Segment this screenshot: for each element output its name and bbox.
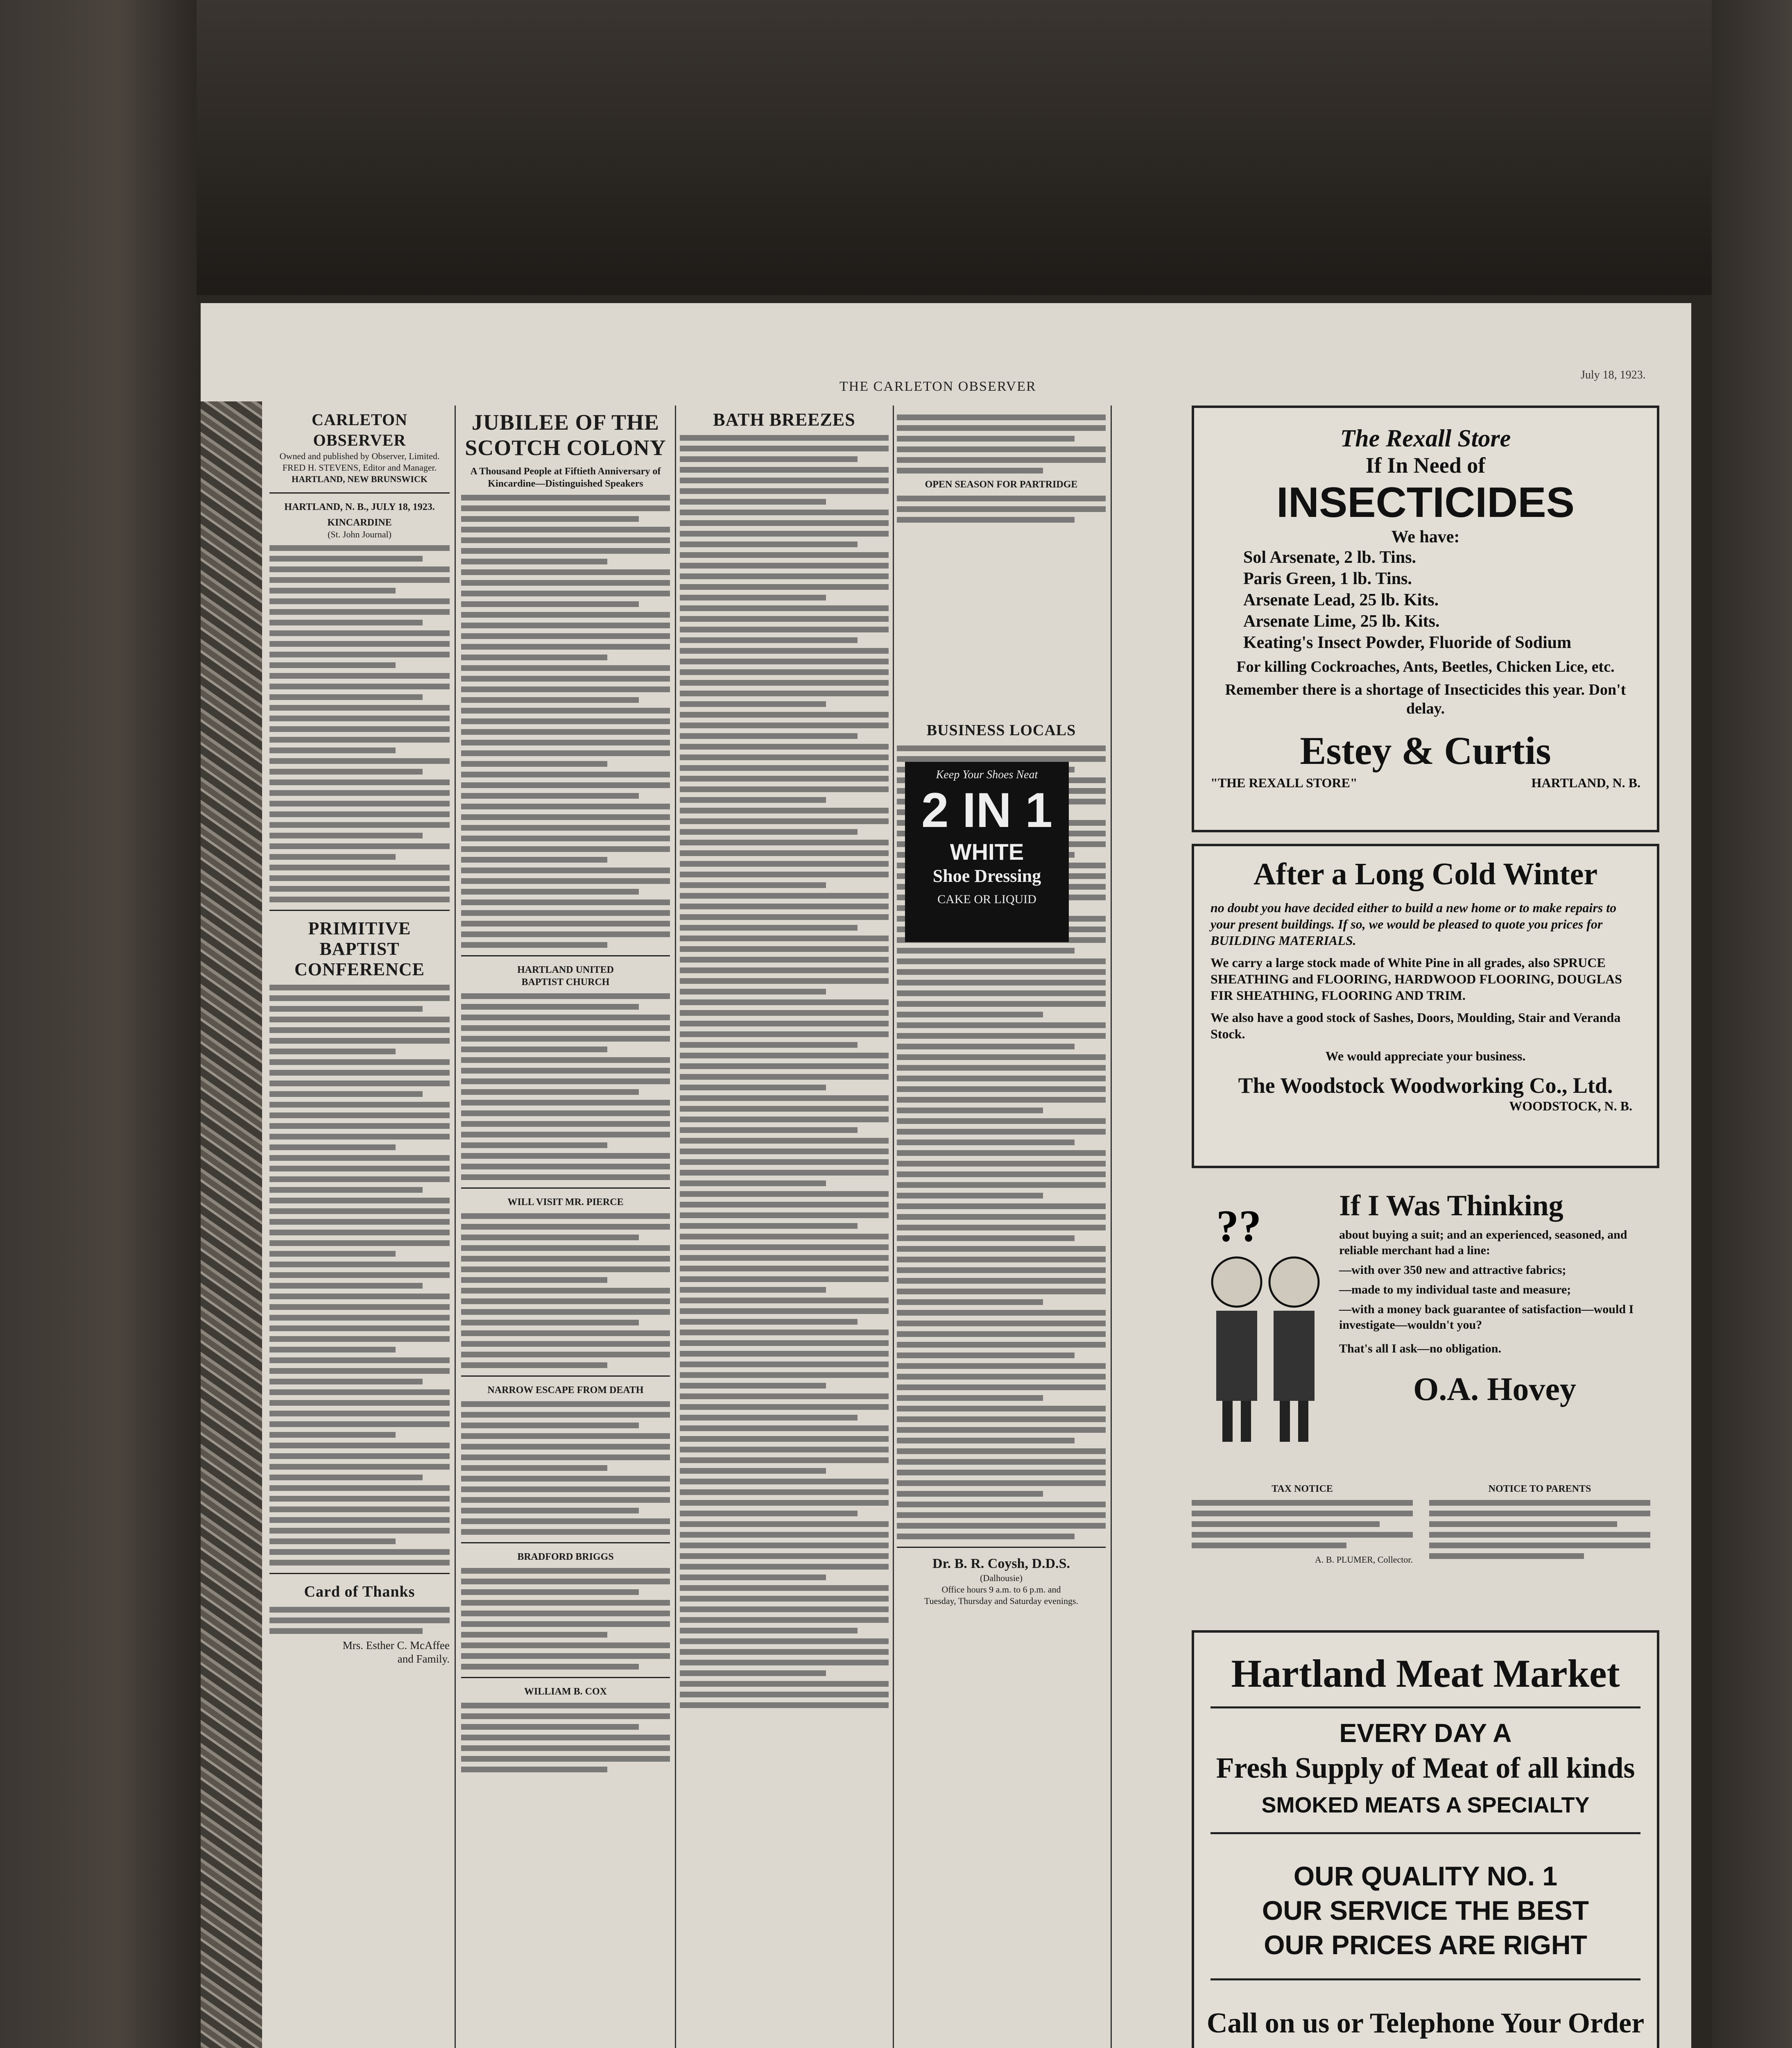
article-title: BATH BREEZES [713,410,855,430]
running-date: July 18, 1923. [1581,369,1646,381]
rexall-insecticides-ad [1192,406,1659,832]
article-title: OPEN SEASON FOR PARTRIDGE [925,479,1078,490]
column-rule [893,406,894,2048]
article-title: JUBILEE OF THE [471,410,660,435]
article-title: Card of Thanks [304,1583,415,1600]
hovey-line: —made to my individual taste and measure; [1339,1283,1571,1296]
dentist-hours: Office hours 9 a.m. to 6 p.m. and [941,1584,1061,1595]
rexall-item: Arsenate Lime, 25 lb. Kits. [1243,612,1440,631]
article-subhead: A Thousand People at Fiftieth Anniversary of Kincardine—Distinguished Speakers [470,466,661,489]
woodworking-ad [1192,844,1659,1168]
thinking-men-illustration [1200,1204,1331,1450]
woodworking-town: WOODSTOCK, N. B. [1509,1099,1632,1113]
article-title: BRADFORD BRIGGS [517,1552,614,1562]
rexall-headline: INSECTICIDES [1276,479,1575,526]
article-body-placeholder [269,545,450,902]
photo-background-top [0,0,1792,295]
rexall-we-have: We have: [1391,528,1460,546]
woodworking-body: We also have a good stock of Sashes, Doors, Moulding, Stair and Veranda Stock. [1211,1010,1621,1041]
article-body-placeholder [897,415,1106,473]
running-head: THE CARLETON OBSERVER [839,379,1036,394]
marbled-binding [201,401,262,2048]
signature: and Family. [397,1653,450,1665]
column-1 [269,410,450,1666]
notices [1192,1483,1654,1606]
masthead-dateline: HARTLAND, N. B., JULY 18, 1923. [284,502,435,512]
meat-title: Hartland Meat Market [1231,1652,1620,1695]
meat-smoked: SMOKED MEATS A SPECIALTY [1261,1793,1590,1817]
rexall-item: Arsenate Lead, 25 lb. Kits. [1243,591,1439,609]
woodworking-body: no doubt you have decided either to build a new home or to make repairs to your present buildings. If so, we would be pleased to quote you prices for BUILDING MATERIALS. [1211,900,1617,948]
meat-service: OUR SERVICE THE BEST [1262,1895,1589,1926]
column-rule [1111,406,1112,2048]
signature: A. B. PLUMER, Collector. [1315,1554,1413,1565]
photo-background-left [0,0,197,2048]
rexall-item: Keating's Insect Powder, Fluoride of Sodium [1243,633,1572,652]
meat-fresh: Fresh Supply of Meat of all kinds [1216,1751,1635,1784]
shoe-line3: CAKE OR LIQUID [937,893,1036,906]
article-title: BUSINESS LOCALS [926,722,1076,739]
hovey-ad [1192,1180,1654,1475]
article-title: SCOTCH COLONY [465,435,666,460]
dentist-name: Dr. B. R. Coysh, D.D.S. [932,1556,1070,1571]
article-title: BAPTIST CHURCH [521,977,610,988]
svg-text:??: ?? [1216,1204,1261,1251]
hovey-line: —with a money back guarantee of satisfaction—would I investigate—wouldn't you? [1339,1303,1634,1332]
shoe-big: 2 IN 1 [921,783,1053,838]
article-body-placeholder [680,435,889,1708]
shoe-dressing-ad [905,762,1069,942]
article-body-placeholder [269,985,450,1565]
column-4 [897,410,1106,1607]
article-body-placeholder [461,1213,670,1368]
meat-market-ad [1192,1630,1659,2048]
column-3 [680,410,889,1713]
article-body-placeholder [461,1568,670,1670]
rexall-remember: Remember there is a shortage of Insecticides this year. Don't delay. [1225,681,1626,717]
rexall-firm-town: HARTLAND, N. B. [1531,775,1640,790]
rexall-items [1243,547,1657,653]
article-title: PRIMITIVE BAPTIST [308,918,411,959]
article-title: WILL VISIT MR. PIERCE [507,1197,624,1208]
column-rule [455,406,456,2048]
photo-background-right [1712,0,1792,2048]
meat-prices: OUR PRICES ARE RIGHT [1264,1930,1587,1960]
newspaper-page [201,303,1691,2048]
woodworking-headline: After a Long Cold Winter [1253,857,1598,891]
rexall-store: The Rexall Store [1340,425,1511,452]
rexall-lead: If In Need of [1365,453,1486,478]
woodworking-firm: The Woodstock Woodworking Co., Ltd. [1238,1073,1613,1098]
hovey-line: about buying a suit; and an experienced, seasoned, and reliable merchant had a line: [1339,1228,1627,1257]
woodworking-body: We would appreciate your business. [1325,1049,1526,1063]
hovey-firm: O.A. Hovey [1413,1371,1576,1407]
article-title: NOTICE TO PARENTS [1488,1484,1591,1494]
column-rule [675,406,676,2048]
article-body-placeholder [461,495,670,948]
article-body-placeholder [461,1401,670,1535]
masthead-line: FRED H. STEVENS, Editor and Manager. [282,462,437,473]
article-body-placeholder [461,1703,670,1772]
article-body-placeholder [461,993,670,1180]
rexall-item: Sol Arsenate, 2 lb. Tins. [1243,548,1416,567]
meat-call: Call on us or Telephone Your Order [1206,2007,1645,2039]
dentist-school: (Dalhousie) [980,1573,1023,1583]
article-title: CONFERENCE [294,959,425,979]
column-2 [461,410,670,1777]
shoe-ad-spacer [897,528,1106,720]
shoe-line1: WHITE [950,839,1024,865]
hovey-line: —with over 350 new and attractive fabrics; [1339,1263,1566,1277]
rexall-firm: Estey & Curtis [1300,729,1551,773]
rexall-killing: For killing Cockroaches, Ants, Beetles, Chicken Lice, etc. [1236,658,1615,675]
article-title: WILLIAM B. COX [524,1686,607,1697]
hovey-headline: If I Was Thinking [1339,1189,1563,1222]
meat-every: EVERY DAY A [1339,1718,1512,1748]
hovey-line: That's all I ask—no obligation. [1339,1342,1501,1355]
masthead-line: Owned and published by Observer, Limited. [279,451,440,461]
shoe-line2: Shoe Dressing [932,866,1041,886]
shoe-tagline: Keep Your Shoes Neat [936,768,1038,781]
article-title: KINCARDINE [327,517,392,528]
article-source: (St. John Journal) [328,529,391,539]
masthead-title: CARLETON OBSERVER [312,410,407,449]
meat-quality: OUR QUALITY NO. 1 [1293,1861,1558,1891]
rexall-firm-sub: "THE REXALL STORE" [1211,775,1358,790]
masthead-line: HARTLAND, NEW BRUNSWICK [292,474,428,484]
article-title: TAX NOTICE [1272,1484,1333,1494]
article-title: NARROW ESCAPE FROM DEATH [487,1385,644,1396]
woodworking-body: We carry a large stock made of White Pine in all grades, also SPRUCE SHEATHING and FLOORING, HARDWOOD FLOORING, DOUGLAS FIR SHEATHING, FLOORING AND TRIM. [1211,955,1622,1003]
article-title: HARTLAND UNITED [517,965,614,975]
dentist-days: Tuesday, Thursday and Saturday evenings. [924,1596,1079,1606]
signature: Mrs. Esther C. McAffee [342,1639,450,1652]
rexall-item: Paris Green, 1 lb. Tins. [1243,569,1412,588]
